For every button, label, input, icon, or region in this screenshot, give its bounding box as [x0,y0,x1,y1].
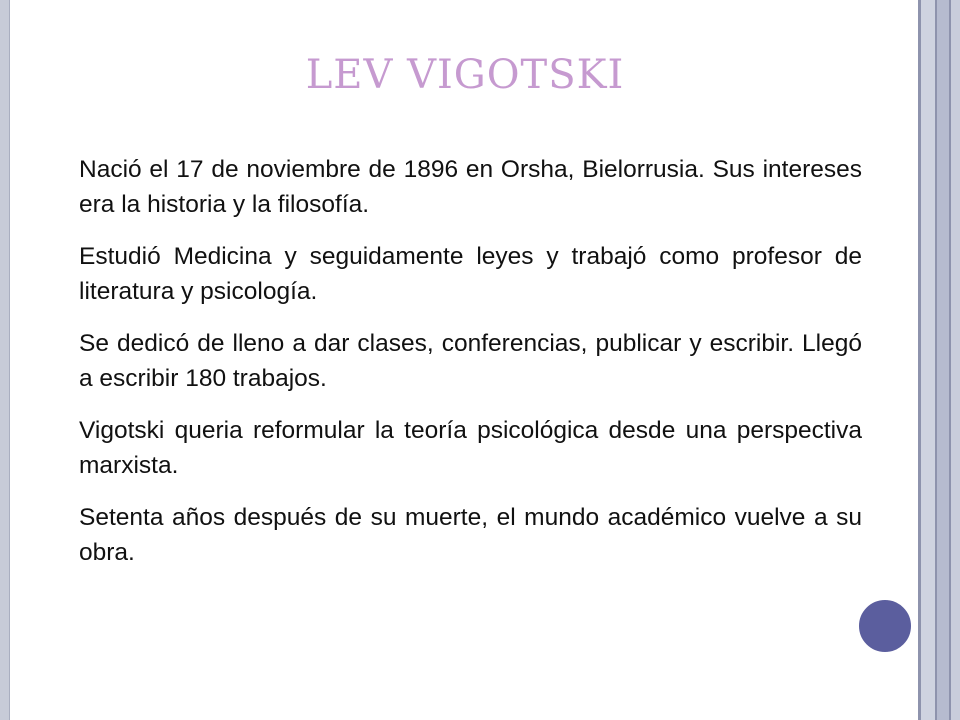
paragraph-legacy: Setenta años después de su muerte, el mundo académico vuelve a su obra. [79,504,862,566]
paragraph-birth: Nació el 17 de noviembre de 1896 en Orsha, Bielorrusia. Sus intereses era la historia y la filosofía. [79,156,862,218]
slide-body [79,152,862,587]
decorative-circle [857,598,913,654]
slide-title: LEV VIGOTSKI [305,52,625,98]
paragraph-work: Se dedicó de lleno a dar clases, conferencias, publicar y escribir. Llegó a escribir 180 trabajos. [79,330,862,392]
left-border-decoration [0,0,10,720]
paragraph-theory: Vigotski queria reformular la teoría psicológica desde una perspectiva marxista. [79,417,862,479]
right-border-stripe [937,0,949,720]
paragraph-studies: Estudió Medicina y seguidamente leyes y trabajó como profesor de literatura y psicología. [79,243,862,305]
right-border-stripe [921,0,935,720]
right-border-stripe [951,0,960,720]
